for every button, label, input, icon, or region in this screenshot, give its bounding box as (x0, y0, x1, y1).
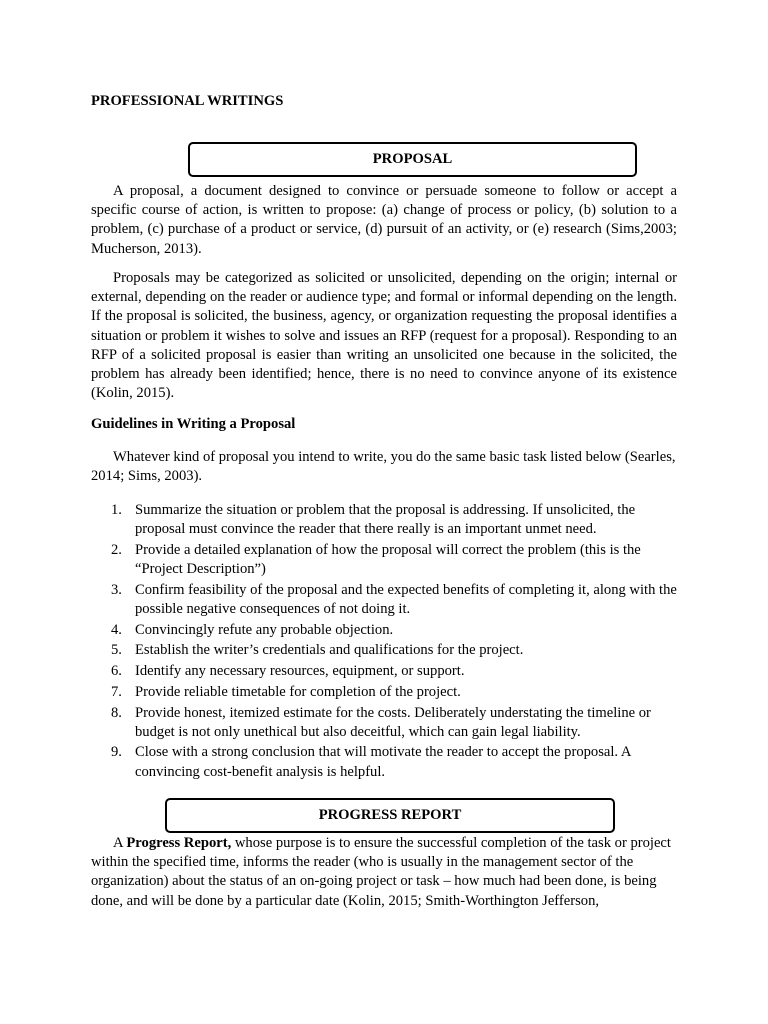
proposal-heading: PROPOSAL (372, 151, 453, 167)
list-item (91, 641, 677, 660)
list-item-text: Provide reliable timetable for completion of the project. (135, 683, 461, 700)
list-item-number: 5. (111, 642, 122, 659)
list-item (91, 541, 677, 579)
proposal-definition-paragraph: A proposal, a document designed to convince or persuade someone to follow or accept a specific course of action, is written to propose: (a) change of process or policy, (b) solution to a problem, (c) purchase of a product or service, (d) pursuit of an activity, or (e) research (Sims,2003; Mucherson, 2013). (91, 183, 677, 257)
list-item-number: 6. (111, 663, 122, 680)
progress-report-body: whose purpose is to ensure the successful completion of the task or project within the specified time, informs the reader (who is usually in the management sector of the organization) about the status of an on-going project or task – how much had been done, is being done, and will be done by a particular date (Kolin, 2015; Smith-Worthington Jefferson, (91, 835, 671, 909)
list-item (91, 621, 677, 640)
guidelines-list (91, 501, 677, 783)
list-item-number: 8. (111, 704, 122, 721)
list-item-number: 9. (111, 744, 122, 761)
list-item-text: Summarize the situation or problem that the proposal is addressing. If unsolicited, the proposal must convince the reader that there really is an important unmet need. (135, 502, 636, 538)
list-item-text: Identify any necessary resources, equipment, or support. (135, 663, 465, 680)
document-title: PROFESSIONAL WRITINGS (91, 93, 284, 109)
progress-report-term: Progress Report, (126, 835, 232, 851)
progress-report-heading: PROGRESS REPORT (318, 807, 462, 823)
proposal-heading-box (188, 142, 637, 177)
list-item-text: Provide honest, itemized estimate for the costs. Deliberately understating the timeline or budget is not only unethical but also deceitful, which can gain legal liability. (135, 704, 651, 740)
proposal-categories-paragraph: Proposals may be categorized as solicited or unsolicited, depending on the origin; internal or external, depending on the reader or audience type; and formal or informal depending on the length. If the proposal is solicited, the business, agency, or organization requesting the proposal identifies a situation or problem it wishes to solve and issues an RFP (request for a proposal). Responding to an RFP of a solicited proposal is easier than writing an unsolicited one because in the solicited, the problem has already been identified; hence, there is no need to convince anyone of its existence (Kolin, 2015). (91, 270, 677, 402)
list-item-text: Provide a detailed explanation of how the proposal will correct the problem (this is the “Project Description”) (135, 541, 641, 578)
progress-report-lead: A (113, 835, 127, 851)
list-item-text: Establish the writer’s credentials and qualifications for the project. (135, 642, 524, 659)
list-item (91, 743, 677, 781)
list-item-text: Convincingly refute any probable objection. (135, 621, 394, 638)
progress-report-paragraph (91, 834, 677, 911)
list-item (91, 501, 677, 539)
list-item-number: 1. (111, 502, 122, 518)
progress-report-heading-box (165, 798, 615, 833)
list-item-number: 4. (111, 621, 122, 638)
list-item (91, 683, 677, 702)
guidelines-heading: Guidelines in Writing a Proposal (91, 416, 296, 432)
guidelines-intro-paragraph: Whatever kind of proposal you intend to write, you do the same basic task listed below (Searles, 2014; Sims, 2003). (91, 449, 676, 485)
list-item (91, 704, 677, 742)
list-item-number: 2. (111, 541, 122, 558)
list-item-text: Confirm feasibility of the proposal and the expected benefits of completing it, along with the possible negative consequences of not doing it. (135, 581, 677, 618)
list-item-number: 3. (111, 581, 122, 598)
list-item-text: Close with a strong conclusion that will motivate the reader to accept the proposal. A convincing cost-benefit analysis is helpful. (135, 744, 631, 780)
list-item (91, 581, 677, 619)
list-item (91, 662, 677, 681)
list-item-number: 7. (111, 683, 122, 700)
